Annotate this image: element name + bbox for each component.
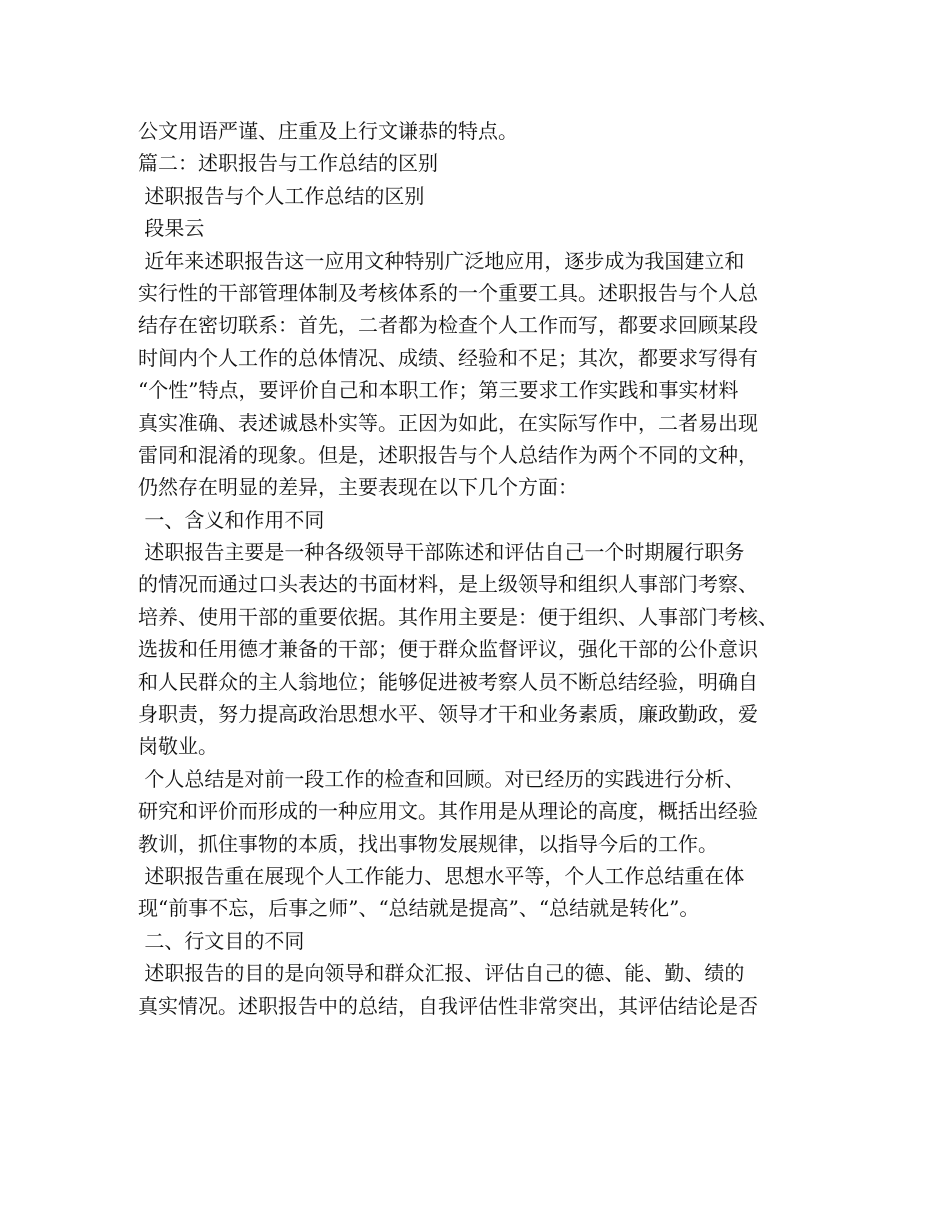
text-line: 述职报告的目的是向领导和群众汇报、评估自己的德、能、勤、绩的 — [138, 961, 745, 986]
text-line: “个性”特点，要评价自己和本职工作；第三要求工作实践和事实材料 — [138, 378, 739, 403]
text-line: 选拔和任用德才兼备的干部；便于群众监督评议，强化干部的公仆意识 — [138, 637, 758, 662]
text-line: 段果云 — [138, 216, 205, 241]
text-line: 个人总结是对前一段工作的检查和回顾。对已经历的实践进行分析、 — [138, 766, 745, 791]
text-line: 培养、使用干部的重要依据。其作用主要是：便于组织、人事部门考核、 — [138, 604, 778, 629]
text-line: 仍然存在明显的差异，主要表现在以下几个方面： — [138, 475, 578, 500]
text-line: 结存在密切联系：首先，二者都为检查个人工作而写，都要求回顾某段 — [138, 313, 758, 338]
document-body — [138, 115, 838, 1022]
text-line: 身职责，努力提高政治思想水平、领导才干和业务素质，廉政勤政，爱 — [138, 702, 758, 727]
text-line: 现“前事不忘，后事之师”、“总结就是提高”、“总结就是转化”。 — [138, 896, 700, 921]
text-line: 二、行文目的不同 — [138, 928, 305, 953]
text-line: 的情况而通过口头表达的书面材料，是上级领导和组织人事部门考察、 — [138, 572, 758, 597]
text-line: 述职报告与个人工作总结的区别 — [138, 183, 425, 208]
text-line: 篇二：述职报告与工作总结的区别 — [138, 151, 438, 176]
text-line: 实行性的干部管理体制及考核体系的一个重要工具。述职报告与个人总 — [138, 280, 758, 305]
text-line: 时间内个人工作的总体情况、成绩、经验和不足；其次，都要求写得有 — [138, 345, 758, 370]
text-line: 岗敬业。 — [138, 734, 218, 759]
text-line: 真实情况。述职报告中的总结，自我评估性非常突出，其评估结论是否 — [138, 993, 758, 1018]
text-line: 近年来述职报告这一应用文种特别广泛地应用，逐步成为我国建立和 — [138, 248, 745, 273]
text-line: 教训，抓住事物的本质，找出事物发展规律，以指导今后的工作。 — [138, 831, 718, 856]
text-line: 雷同和混淆的现象。但是，述职报告与个人总结作为两个不同的文种， — [138, 442, 758, 467]
text-line: 研究和评价而形成的一种应用文。其作用是从理论的高度，概括出经验 — [138, 799, 758, 824]
text-line: 公文用语严谨、庄重及上行文谦恭的特点。 — [138, 119, 518, 143]
text-line: 述职报告主要是一种各级领导干部陈述和评估自己一个时期履行职务 — [138, 540, 745, 565]
text-line: 述职报告重在展现个人工作能力、思想水平等，个人工作总结重在体 — [138, 863, 745, 888]
text-line: 一、含义和作用不同 — [138, 507, 325, 532]
text-line: 真实准确、表述诚恳朴实等。正因为如此，在实际写作中，二者易出现 — [138, 410, 758, 435]
text-line: 和人民群众的主人翁地位；能够促进被考察人员不断总结经验，明确自 — [138, 669, 758, 694]
